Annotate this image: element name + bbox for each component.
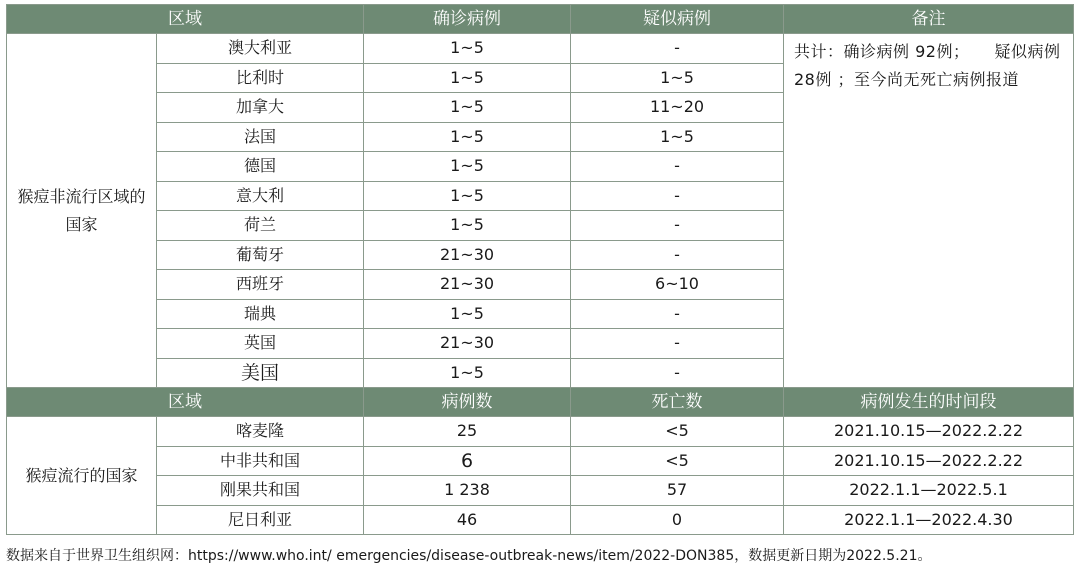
country-cell: 澳大利亚 [157,34,364,64]
monkeypox-table [6,4,1074,535]
deaths-cell: <5 [571,417,784,447]
confirmed-cell: 1~5 [364,181,571,211]
suspected-cell: - [571,240,784,270]
period-cell: 2022.1.1—2022.4.30 [784,505,1074,535]
confirmed-cell: 1~5 [364,211,571,241]
cases-cell: 25 [364,417,571,447]
country-cell: 中非共和国 [157,446,364,476]
table-row [7,417,1074,447]
period-cell: 2022.1.1—2022.5.1 [784,476,1074,506]
region-non-endemic [7,34,157,388]
cases-cell: 46 [364,505,571,535]
country-cell: 美国 [157,358,364,388]
deaths-cell: 57 [571,476,784,506]
suspected-cell: - [571,181,784,211]
table1-header-row [7,5,1074,34]
header-cases: 病例数 [364,388,571,417]
suspected-cell: 1~5 [571,122,784,152]
header-period: 病例发生的时间段 [784,388,1074,417]
country-cell: 法国 [157,122,364,152]
confirmed-cell: 1~5 [364,93,571,123]
country-cell: 意大利 [157,181,364,211]
source-footnote: 数据来自于世界卫生组织网：https://www.who.int/ emergencies/disease-outbreak-news/item/2022-DON385，数据更新日期为2022.5.21。 [6,548,932,564]
suspected-cell: - [571,34,784,64]
suspected-cell: - [571,299,784,329]
confirmed-cell: 21~30 [364,329,571,359]
suspected-cell: - [571,211,784,241]
region-non-endemic-label: 猴痘非流行区域的国家 [17,186,146,234]
deaths-cell: 0 [571,505,784,535]
suspected-cell: - [571,152,784,182]
country-cell: 瑞典 [157,299,364,329]
country-cell: 葡萄牙 [157,240,364,270]
confirmed-cell: 1~5 [364,122,571,152]
region-endemic: 猴痘流行的国家 [7,417,157,535]
suspected-cell: 1~5 [571,63,784,93]
period-cell: 2021.10.15—2022.2.22 [784,417,1074,447]
table-row [7,505,1074,535]
header-suspected: 疑似病例 [571,5,784,34]
table-row [7,446,1074,476]
suspected-cell: 11~20 [571,93,784,123]
confirmed-cell: 21~30 [364,240,571,270]
table2-header-row [7,388,1074,417]
confirmed-cell: 21~30 [364,270,571,300]
country-cell: 刚果共和国 [157,476,364,506]
monkeypox-table-container [6,4,1073,535]
table-row [7,34,1074,64]
country-cell: 加拿大 [157,93,364,123]
confirmed-cell: 1~5 [364,34,571,64]
header-deaths: 死亡数 [571,388,784,417]
header-note: 备注 [784,5,1074,34]
country-cell: 尼日利亚 [157,505,364,535]
suspected-cell: - [571,329,784,359]
suspected-cell: - [571,358,784,388]
confirmed-cell: 1~5 [364,358,571,388]
country-cell: 德国 [157,152,364,182]
cases-cell: 1 238 [364,476,571,506]
cases-cell: 6 [364,446,571,476]
country-cell: 喀麦隆 [157,417,364,447]
confirmed-cell: 1~5 [364,63,571,93]
header-region-2: 区域 [7,388,364,417]
suspected-cell: 6~10 [571,270,784,300]
country-cell: 比利时 [157,63,364,93]
note-cell: 共计：确诊病例 92例； 疑似病例 28例 ；至今尚无死亡病例报道 [784,34,1074,388]
confirmed-cell: 1~5 [364,152,571,182]
period-cell: 2021.10.15—2022.2.22 [784,446,1074,476]
deaths-cell: <5 [571,446,784,476]
country-cell: 西班牙 [157,270,364,300]
header-confirmed: 确诊病例 [364,5,571,34]
header-region: 区域 [7,5,364,34]
confirmed-cell: 1~5 [364,299,571,329]
country-cell: 英国 [157,329,364,359]
table-row [7,476,1074,506]
country-cell: 荷兰 [157,211,364,241]
